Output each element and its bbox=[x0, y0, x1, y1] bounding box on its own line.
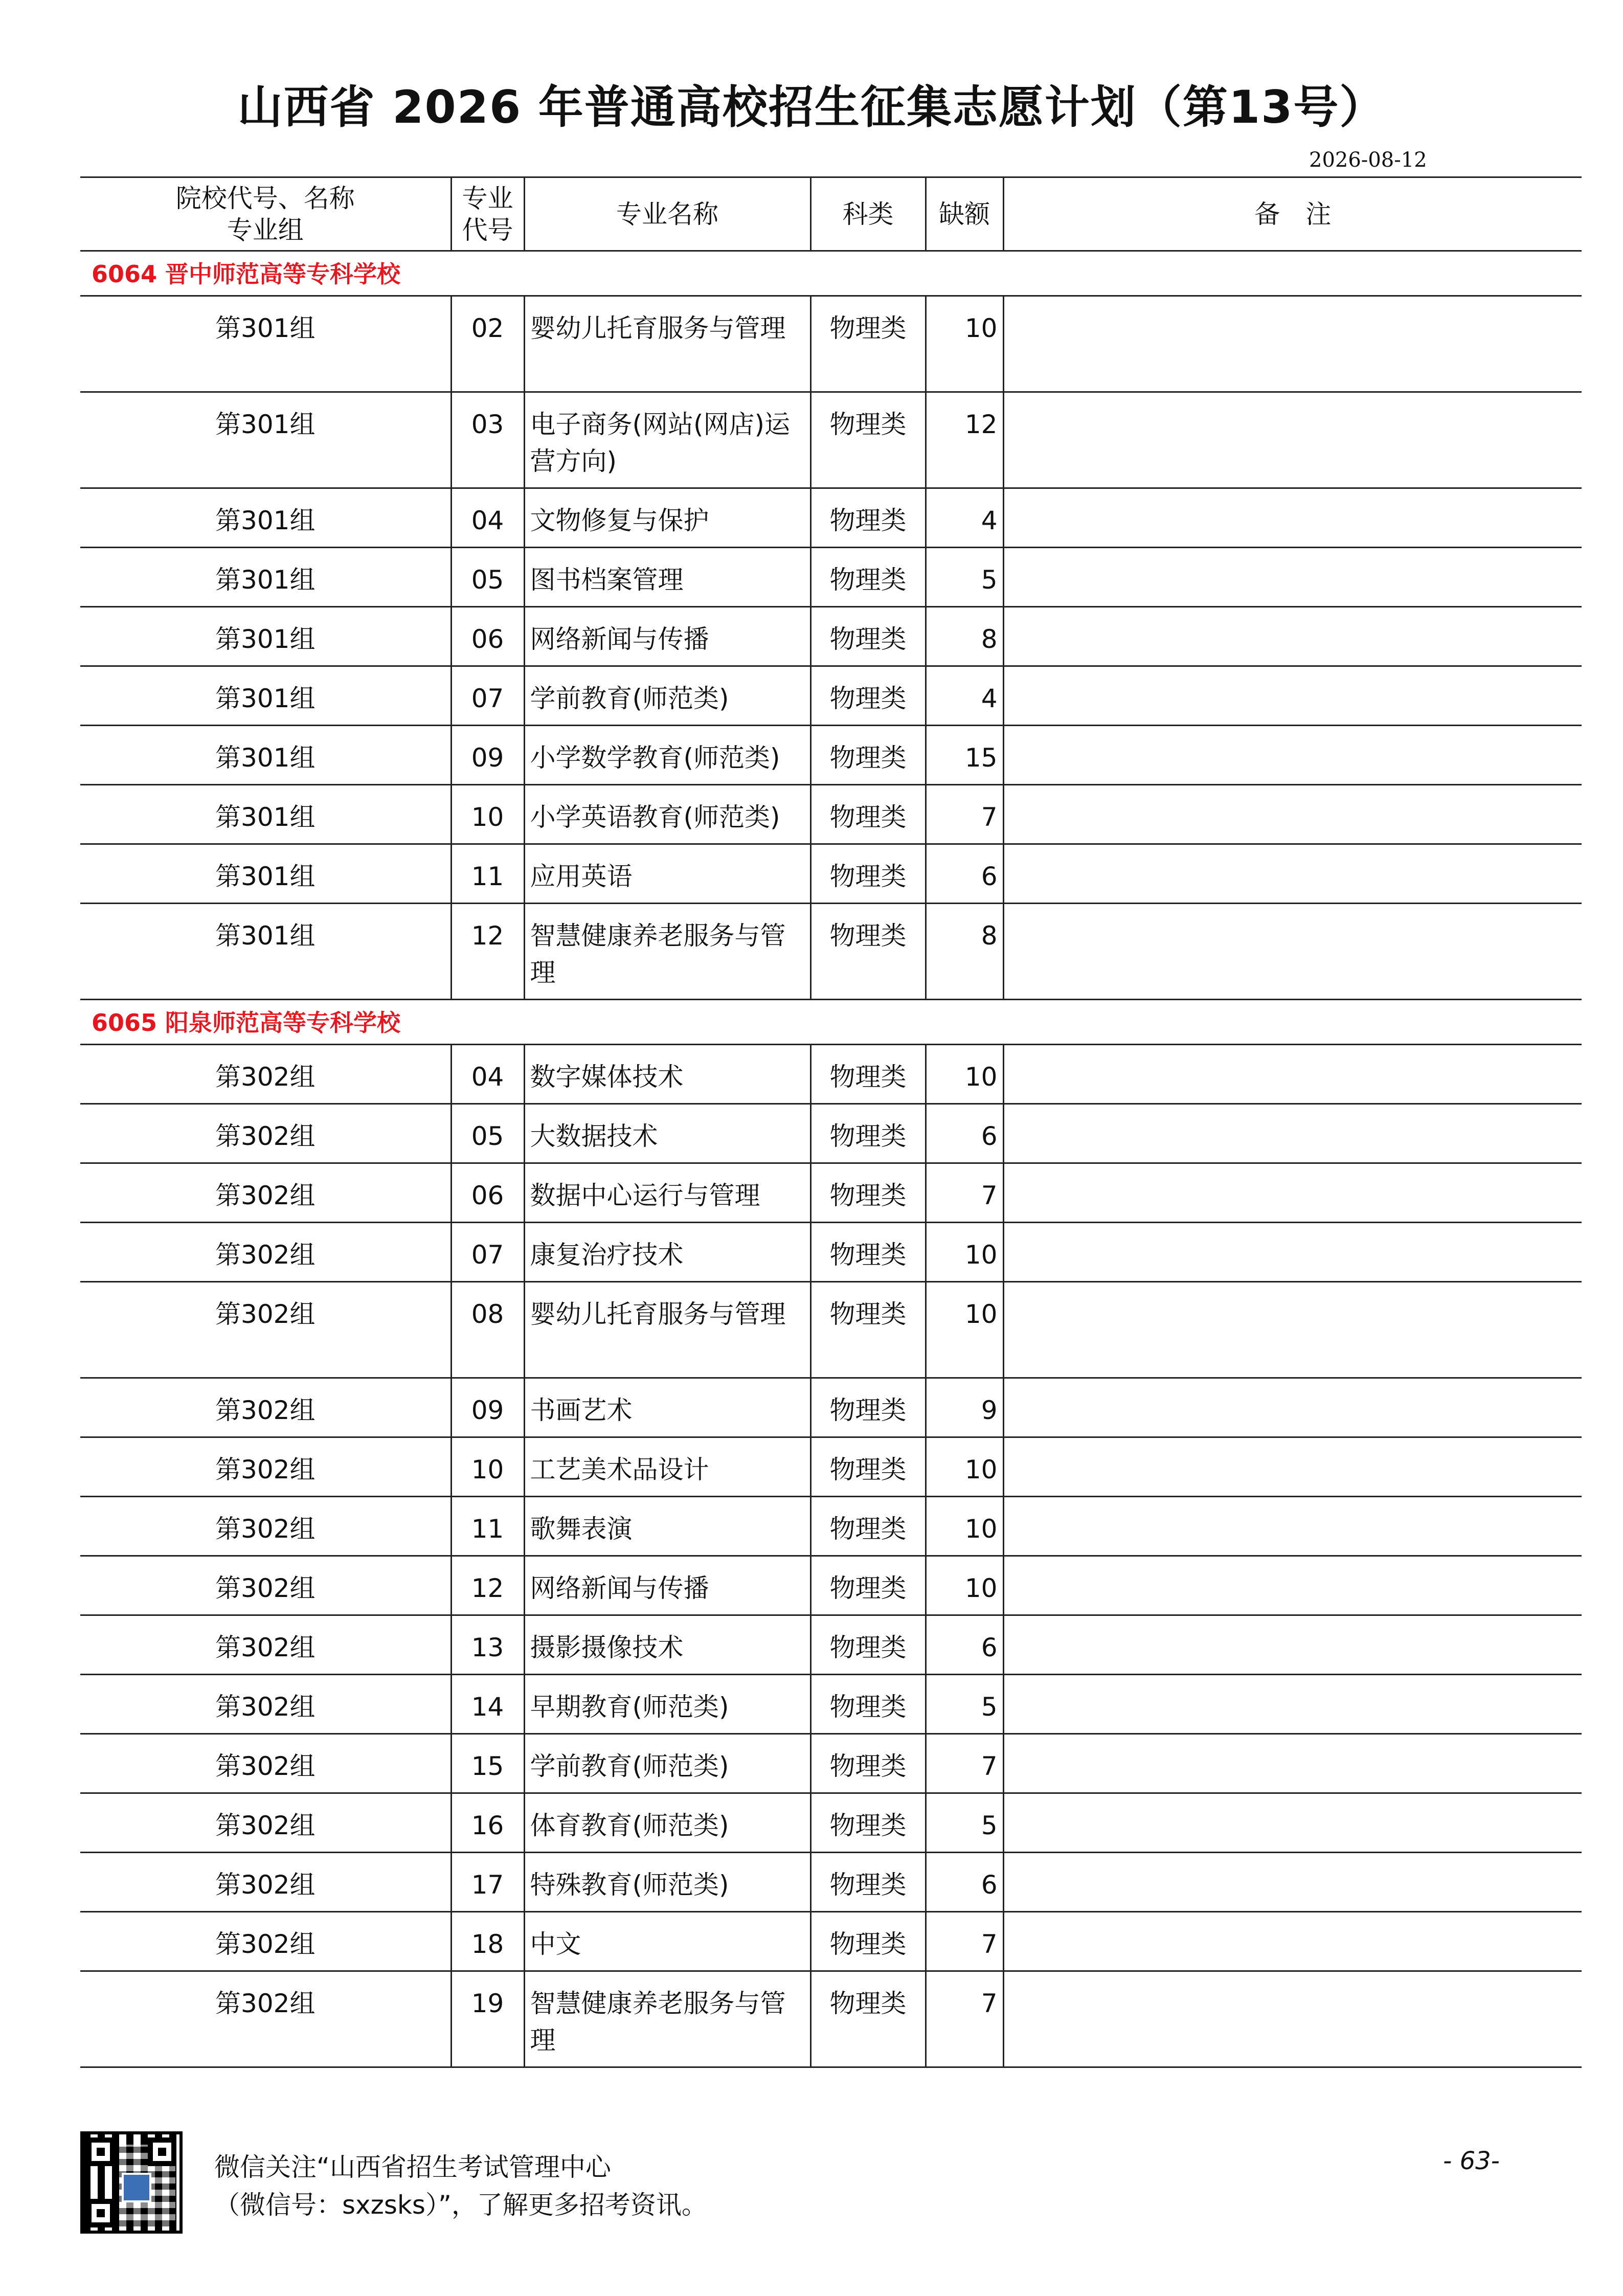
quota-cell: 10 bbox=[926, 1282, 1003, 1378]
header-major-name: 专业名称 bbox=[524, 177, 810, 251]
remark-cell bbox=[1003, 1853, 1582, 1912]
category-cell: 物理类 bbox=[810, 1045, 926, 1104]
major-code-cell: 12 bbox=[451, 1556, 524, 1615]
group-cell: 第301组 bbox=[80, 904, 451, 1000]
remark-cell bbox=[1003, 1437, 1582, 1497]
category-cell: 物理类 bbox=[810, 1734, 926, 1793]
remark-cell bbox=[1003, 1497, 1582, 1556]
table-row bbox=[80, 607, 1582, 666]
header-remark: 备 注 bbox=[1003, 177, 1582, 251]
remark-cell bbox=[1003, 392, 1582, 488]
category-cell: 物理类 bbox=[810, 1378, 926, 1437]
remark-cell bbox=[1003, 1615, 1582, 1675]
category-cell: 物理类 bbox=[810, 844, 926, 904]
group-cell: 第301组 bbox=[80, 607, 451, 666]
major-name-cell: 小学数学教育(师范类) bbox=[524, 726, 810, 785]
major-code-cell: 02 bbox=[451, 296, 524, 392]
major-code-cell: 12 bbox=[451, 904, 524, 1000]
qr-code-icon bbox=[80, 2131, 183, 2234]
table-row bbox=[80, 1497, 1582, 1556]
category-cell: 物理类 bbox=[810, 1853, 926, 1912]
quota-cell: 5 bbox=[926, 548, 1003, 607]
remark-cell bbox=[1003, 1223, 1582, 1282]
remark-cell bbox=[1003, 1556, 1582, 1615]
quota-cell: 6 bbox=[926, 844, 1003, 904]
group-cell: 第302组 bbox=[80, 1497, 451, 1556]
category-cell: 物理类 bbox=[810, 1912, 926, 1971]
table-row bbox=[80, 548, 1582, 607]
table-row bbox=[80, 392, 1582, 488]
table-row bbox=[80, 726, 1582, 785]
table-row bbox=[80, 1282, 1582, 1378]
major-code-cell: 06 bbox=[451, 1163, 524, 1223]
quota-cell: 7 bbox=[926, 1971, 1003, 2067]
major-code-cell: 18 bbox=[451, 1912, 524, 1971]
major-code-cell: 07 bbox=[451, 666, 524, 726]
major-code-cell: 09 bbox=[451, 1378, 524, 1437]
quota-cell: 8 bbox=[926, 607, 1003, 666]
table-row bbox=[80, 1912, 1582, 1971]
group-cell: 第302组 bbox=[80, 1045, 451, 1104]
group-cell: 第301组 bbox=[80, 548, 451, 607]
category-cell: 物理类 bbox=[810, 548, 926, 607]
remark-cell bbox=[1003, 785, 1582, 844]
major-code-cell: 16 bbox=[451, 1793, 524, 1853]
quota-cell: 10 bbox=[926, 1556, 1003, 1615]
major-name-cell: 网络新闻与传播 bbox=[524, 1556, 810, 1615]
category-cell: 物理类 bbox=[810, 296, 926, 392]
category-cell: 物理类 bbox=[810, 1971, 926, 2067]
remark-cell bbox=[1003, 1163, 1582, 1223]
category-cell: 物理类 bbox=[810, 607, 926, 666]
major-name-cell: 学前教育(师范类) bbox=[524, 666, 810, 726]
table-row bbox=[80, 844, 1582, 904]
group-cell: 第302组 bbox=[80, 1615, 451, 1675]
header-code bbox=[451, 177, 524, 251]
category-cell: 物理类 bbox=[810, 1437, 926, 1497]
major-code-cell: 05 bbox=[451, 1104, 524, 1163]
category-cell: 物理类 bbox=[810, 488, 926, 548]
page-number: - 63- bbox=[1443, 2147, 1500, 2175]
remark-cell bbox=[1003, 1793, 1582, 1853]
header-category: 科类 bbox=[810, 177, 926, 251]
remark-cell bbox=[1003, 1971, 1582, 2067]
major-code-cell: 11 bbox=[451, 844, 524, 904]
header-group-line1: 院校代号、名称 bbox=[175, 183, 355, 213]
table-row bbox=[80, 1104, 1582, 1163]
group-cell: 第302组 bbox=[80, 1556, 451, 1615]
major-name-cell: 智慧健康养老服务与管理 bbox=[524, 1971, 810, 2067]
quota-cell: 6 bbox=[926, 1104, 1003, 1163]
quota-cell: 7 bbox=[926, 1163, 1003, 1223]
major-code-cell: 19 bbox=[451, 1971, 524, 2067]
footer-wechat-line1: 微信关注“山西省招生考试管理中心 bbox=[214, 2152, 611, 2182]
major-name-cell: 婴幼儿托育服务与管理 bbox=[524, 296, 810, 392]
quota-cell: 7 bbox=[926, 785, 1003, 844]
table-body bbox=[80, 251, 1582, 2067]
category-cell: 物理类 bbox=[810, 904, 926, 1000]
quota-cell: 15 bbox=[926, 726, 1003, 785]
table-row bbox=[80, 1793, 1582, 1853]
quota-cell: 4 bbox=[926, 488, 1003, 548]
group-cell: 第302组 bbox=[80, 1675, 451, 1734]
major-name-cell: 康复治疗技术 bbox=[524, 1223, 810, 1282]
major-code-cell: 15 bbox=[451, 1734, 524, 1793]
major-name-cell: 特殊教育(师范类) bbox=[524, 1853, 810, 1912]
publish-date: 2026-08-12 bbox=[1309, 148, 1427, 172]
major-code-cell: 10 bbox=[451, 1437, 524, 1497]
major-code-cell: 04 bbox=[451, 488, 524, 548]
table-header-row bbox=[80, 177, 1582, 251]
category-cell: 物理类 bbox=[810, 1793, 926, 1853]
group-cell: 第302组 bbox=[80, 1378, 451, 1437]
group-cell: 第301组 bbox=[80, 666, 451, 726]
major-name-cell: 数字媒体技术 bbox=[524, 1045, 810, 1104]
table-row bbox=[80, 1615, 1582, 1675]
remark-cell bbox=[1003, 844, 1582, 904]
major-name-cell: 电子商务(网站(网店)运营方向) bbox=[524, 392, 810, 488]
table-row bbox=[80, 1163, 1582, 1223]
major-name-cell: 数据中心运行与管理 bbox=[524, 1163, 810, 1223]
school-row-fill bbox=[451, 1000, 1582, 1045]
group-cell: 第302组 bbox=[80, 1104, 451, 1163]
group-cell: 第302组 bbox=[80, 1853, 451, 1912]
header-quota: 缺额 bbox=[926, 177, 1003, 251]
category-cell: 物理类 bbox=[810, 1615, 926, 1675]
quota-cell: 6 bbox=[926, 1853, 1003, 1912]
major-name-cell: 工艺美术品设计 bbox=[524, 1437, 810, 1497]
quota-cell: 8 bbox=[926, 904, 1003, 1000]
table-row bbox=[80, 1556, 1582, 1615]
major-name-cell: 文物修复与保护 bbox=[524, 488, 810, 548]
remark-cell bbox=[1003, 666, 1582, 726]
remark-cell bbox=[1003, 1104, 1582, 1163]
major-name-cell: 婴幼儿托育服务与管理 bbox=[524, 1282, 810, 1378]
category-cell: 物理类 bbox=[810, 726, 926, 785]
group-cell: 第302组 bbox=[80, 1971, 451, 2067]
remark-cell bbox=[1003, 726, 1582, 785]
major-code-cell: 03 bbox=[451, 392, 524, 488]
group-cell: 第301组 bbox=[80, 392, 451, 488]
group-cell: 第301组 bbox=[80, 488, 451, 548]
table-row bbox=[80, 1223, 1582, 1282]
major-code-cell: 14 bbox=[451, 1675, 524, 1734]
major-name-cell: 小学英语教育(师范类) bbox=[524, 785, 810, 844]
school-title: 6065 阳泉师范高等专科学校 bbox=[80, 1000, 451, 1045]
table-row bbox=[80, 904, 1582, 1000]
footer-wechat-line2: （微信号：sxzsks）”，了解更多招考资讯。 bbox=[214, 2190, 707, 2220]
enrollment-plan-table bbox=[80, 176, 1582, 2068]
major-name-cell: 学前教育(师范类) bbox=[524, 1734, 810, 1793]
group-cell: 第302组 bbox=[80, 1912, 451, 1971]
header-group-line2: 专业组 bbox=[227, 215, 304, 245]
category-cell: 物理类 bbox=[810, 1163, 926, 1223]
major-name-cell: 大数据技术 bbox=[524, 1104, 810, 1163]
quota-cell: 9 bbox=[926, 1378, 1003, 1437]
quota-cell: 5 bbox=[926, 1793, 1003, 1853]
remark-cell bbox=[1003, 1734, 1582, 1793]
header-code-line2: 代号 bbox=[462, 215, 513, 245]
quota-cell: 4 bbox=[926, 666, 1003, 726]
major-code-cell: 10 bbox=[451, 785, 524, 844]
quota-cell: 5 bbox=[926, 1675, 1003, 1734]
major-code-cell: 17 bbox=[451, 1853, 524, 1912]
school-row-fill bbox=[451, 251, 1582, 296]
group-cell: 第302组 bbox=[80, 1793, 451, 1853]
group-cell: 第301组 bbox=[80, 726, 451, 785]
page-footer bbox=[80, 2131, 1582, 2244]
quota-cell: 10 bbox=[926, 1497, 1003, 1556]
category-cell: 物理类 bbox=[810, 392, 926, 488]
remark-cell bbox=[1003, 1045, 1582, 1104]
remark-cell bbox=[1003, 904, 1582, 1000]
table-row bbox=[80, 1437, 1582, 1497]
major-name-cell: 体育教育(师范类) bbox=[524, 1793, 810, 1853]
table-row bbox=[80, 785, 1582, 844]
major-code-cell: 04 bbox=[451, 1045, 524, 1104]
quota-cell: 10 bbox=[926, 1045, 1003, 1104]
major-code-cell: 08 bbox=[451, 1282, 524, 1378]
quota-cell: 6 bbox=[926, 1615, 1003, 1675]
remark-cell bbox=[1003, 296, 1582, 392]
table-row bbox=[80, 1853, 1582, 1912]
page-title: 山西省 2026 年普通高校招生征集志愿计划（第13号） bbox=[237, 81, 1386, 133]
group-cell: 第301组 bbox=[80, 785, 451, 844]
header-code-line1: 专业 bbox=[462, 183, 513, 213]
remark-cell bbox=[1003, 488, 1582, 548]
table-row bbox=[80, 666, 1582, 726]
quota-cell: 7 bbox=[926, 1912, 1003, 1971]
category-cell: 物理类 bbox=[810, 1282, 926, 1378]
table-row bbox=[80, 296, 1582, 392]
category-cell: 物理类 bbox=[810, 1104, 926, 1163]
group-cell: 第301组 bbox=[80, 844, 451, 904]
header-group bbox=[80, 177, 451, 251]
major-name-cell: 图书档案管理 bbox=[524, 548, 810, 607]
major-code-cell: 09 bbox=[451, 726, 524, 785]
major-code-cell: 05 bbox=[451, 548, 524, 607]
major-code-cell: 13 bbox=[451, 1615, 524, 1675]
category-cell: 物理类 bbox=[810, 1223, 926, 1282]
category-cell: 物理类 bbox=[810, 785, 926, 844]
remark-cell bbox=[1003, 1282, 1582, 1378]
category-cell: 物理类 bbox=[810, 666, 926, 726]
group-cell: 第302组 bbox=[80, 1437, 451, 1497]
school-row bbox=[80, 251, 1582, 296]
major-code-cell: 11 bbox=[451, 1497, 524, 1556]
category-cell: 物理类 bbox=[810, 1497, 926, 1556]
table-row bbox=[80, 1971, 1582, 2067]
major-name-cell: 早期教育(师范类) bbox=[524, 1675, 810, 1734]
group-cell: 第302组 bbox=[80, 1734, 451, 1793]
table-row bbox=[80, 1378, 1582, 1437]
major-name-cell: 书画艺术 bbox=[524, 1378, 810, 1437]
quota-cell: 10 bbox=[926, 296, 1003, 392]
major-name-cell: 中文 bbox=[524, 1912, 810, 1971]
category-cell: 物理类 bbox=[810, 1556, 926, 1615]
major-name-cell: 网络新闻与传播 bbox=[524, 607, 810, 666]
table-row bbox=[80, 1045, 1582, 1104]
remark-cell bbox=[1003, 548, 1582, 607]
group-cell: 第301组 bbox=[80, 296, 451, 392]
major-name-cell: 智慧健康养老服务与管理 bbox=[524, 904, 810, 1000]
category-cell: 物理类 bbox=[810, 1675, 926, 1734]
group-cell: 第302组 bbox=[80, 1163, 451, 1223]
table-row bbox=[80, 1675, 1582, 1734]
quota-cell: 7 bbox=[926, 1734, 1003, 1793]
table-row bbox=[80, 1734, 1582, 1793]
remark-cell bbox=[1003, 1378, 1582, 1437]
major-code-cell: 06 bbox=[451, 607, 524, 666]
major-name-cell: 摄影摄像技术 bbox=[524, 1615, 810, 1675]
major-name-cell: 歌舞表演 bbox=[524, 1497, 810, 1556]
quota-cell: 10 bbox=[926, 1437, 1003, 1497]
remark-cell bbox=[1003, 1675, 1582, 1734]
remark-cell bbox=[1003, 1912, 1582, 1971]
major-name-cell: 应用英语 bbox=[524, 844, 810, 904]
school-row bbox=[80, 1000, 1582, 1045]
remark-cell bbox=[1003, 607, 1582, 666]
group-cell: 第302组 bbox=[80, 1282, 451, 1378]
quota-cell: 10 bbox=[926, 1223, 1003, 1282]
table-row bbox=[80, 488, 1582, 548]
school-title: 6064 晋中师范高等专科学校 bbox=[80, 251, 451, 296]
major-code-cell: 07 bbox=[451, 1223, 524, 1282]
group-cell: 第302组 bbox=[80, 1223, 451, 1282]
quota-cell: 12 bbox=[926, 392, 1003, 488]
